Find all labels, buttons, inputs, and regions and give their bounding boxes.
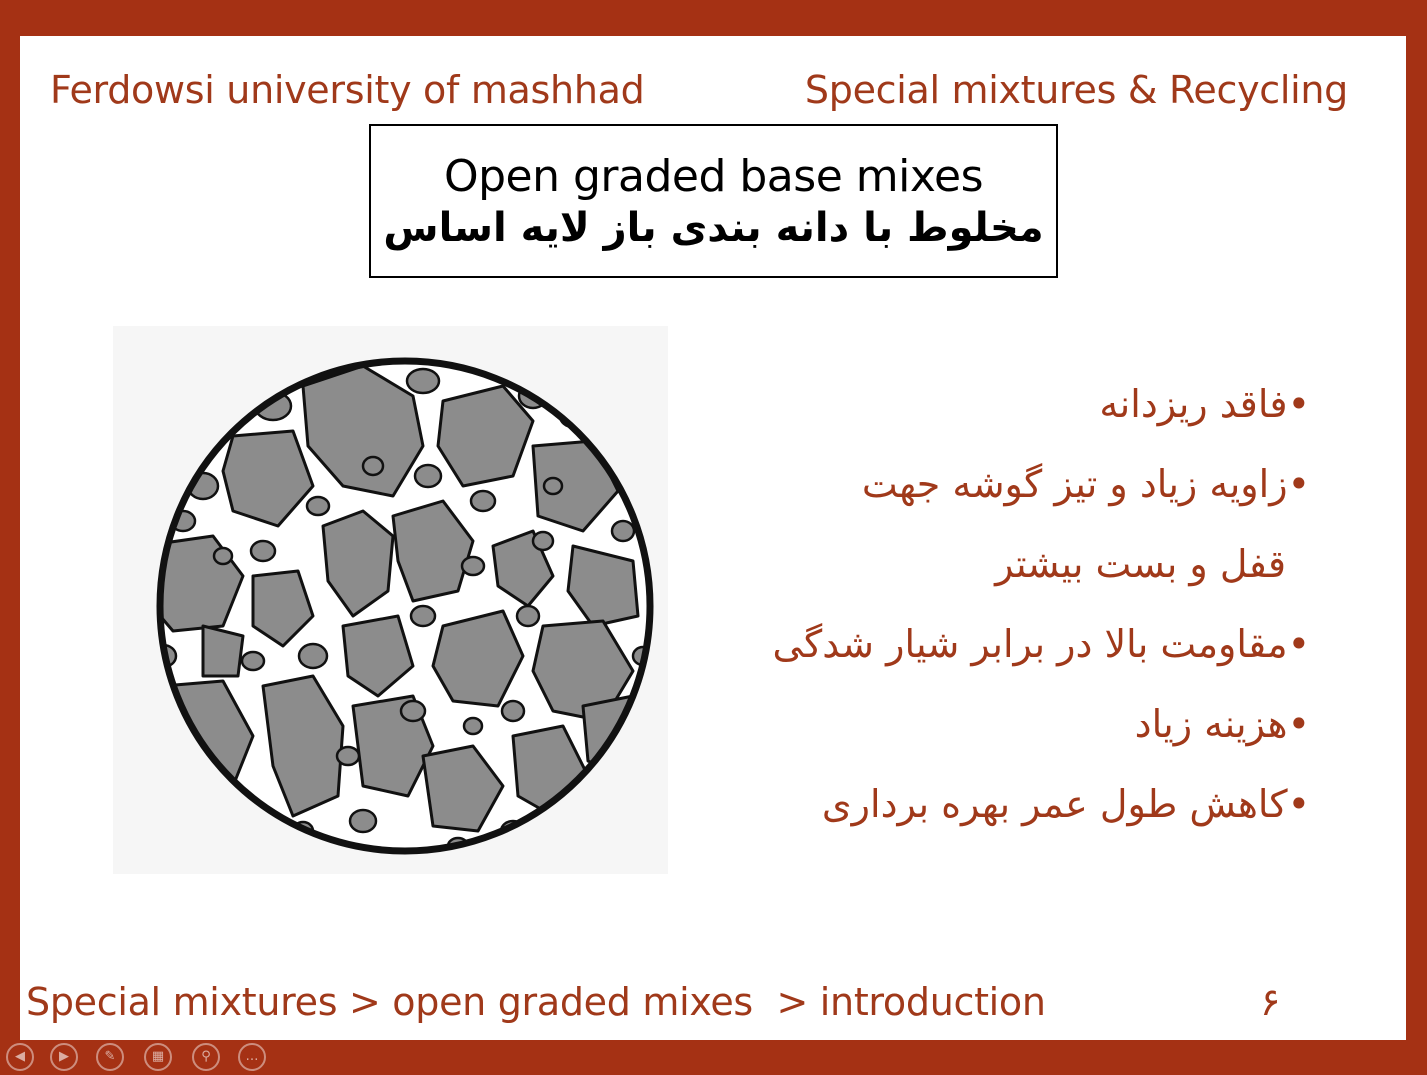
list-item — [710, 764, 1310, 844]
bullet-marker: • — [1287, 462, 1310, 506]
bullet-text: قفل و بست بیشتر — [995, 542, 1286, 586]
bullet-marker: • — [1287, 702, 1310, 746]
pen-icon[interactable]: ✎ — [96, 1043, 124, 1071]
bullet-text: زاویه زیاد و تیز گوشه جهت — [861, 462, 1288, 506]
title-box — [369, 124, 1058, 278]
bullet-marker: • — [1287, 782, 1310, 826]
bullet-text: فاقد ریزدانه — [1099, 382, 1288, 426]
slides-grid-icon[interactable]: ▦ — [144, 1043, 172, 1071]
course-header: Special mixtures & Recycling — [804, 68, 1348, 112]
open-graded-mix-illustration — [113, 326, 668, 874]
title-english: Open graded base mixes — [443, 151, 984, 202]
more-options-icon[interactable]: … — [238, 1043, 266, 1071]
slideshow-controls — [0, 1040, 300, 1075]
list-item — [710, 364, 1310, 444]
title-persian: مخلوط با دانه بندی باز لایه اساس — [383, 205, 1044, 251]
bullet-text: مقاومت بالا در برابر شیار شدگی — [772, 622, 1288, 666]
bullet-list — [710, 364, 1310, 844]
bullet-text: کاهش طول عمر بهره برداری — [821, 782, 1288, 826]
bullet-marker: • — [1287, 622, 1310, 666]
university-header: Ferdowsi university of mashhad — [50, 68, 645, 112]
bullet-text: هزینه زیاد — [1134, 702, 1288, 746]
list-item — [710, 604, 1310, 684]
list-item — [710, 684, 1310, 764]
list-item — [710, 444, 1310, 524]
breadcrumb: Special mixtures > open graded mixes > introduction — [26, 980, 1046, 1024]
slide-canvas — [20, 36, 1406, 1040]
next-icon[interactable]: ▶ — [50, 1043, 78, 1071]
bullet-marker: • — [1287, 382, 1310, 426]
aggregate-cross-section-svg — [113, 326, 668, 874]
list-item-continuation — [710, 524, 1310, 604]
zoom-icon[interactable]: ⚲ — [192, 1043, 220, 1071]
previous-icon[interactable]: ◀ — [6, 1043, 34, 1071]
slide-number: ۶ — [1260, 980, 1281, 1024]
